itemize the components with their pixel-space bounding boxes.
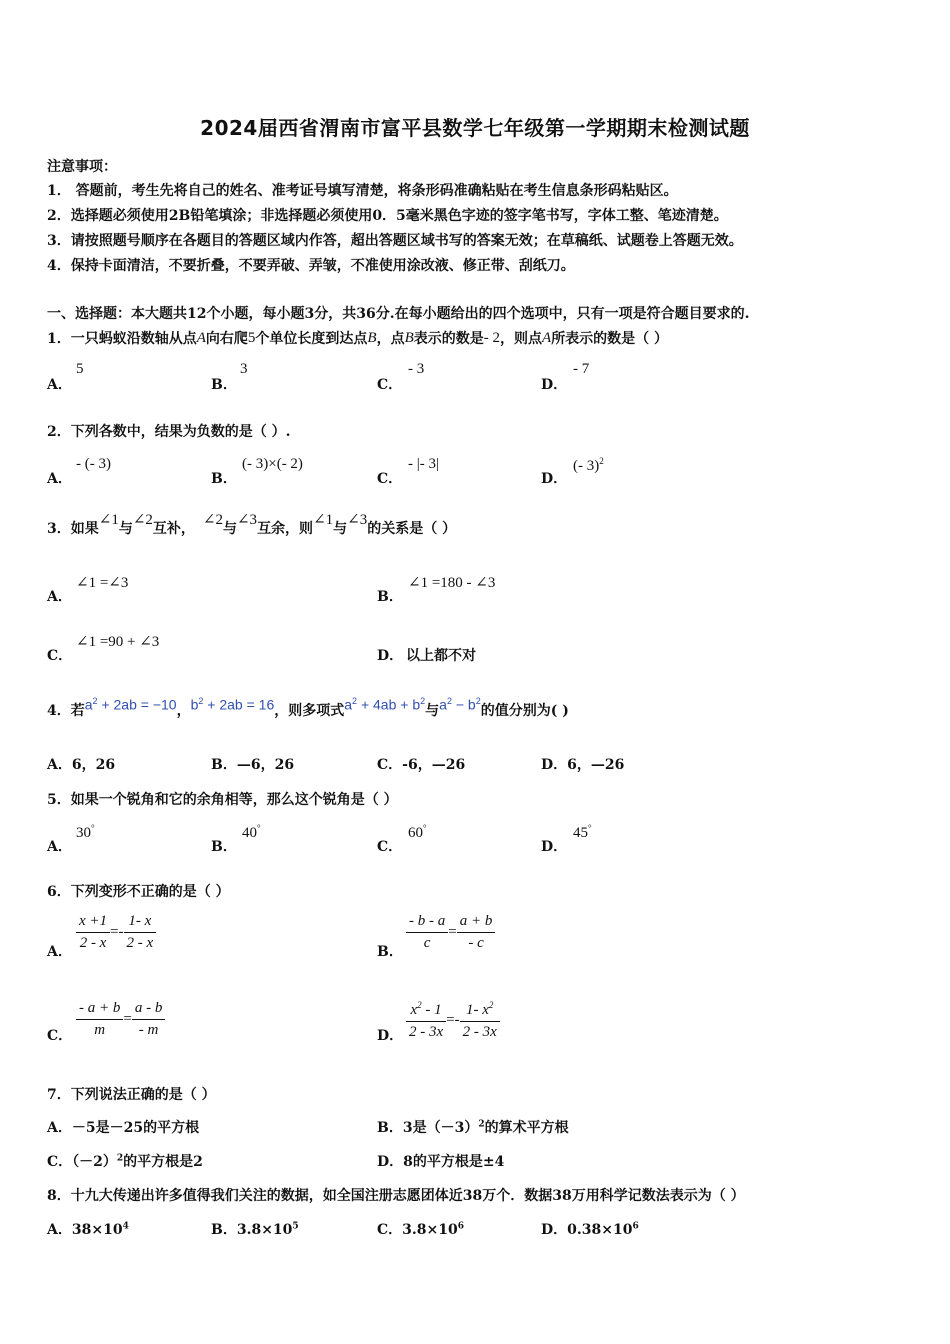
expression: [439, 696, 481, 713]
exponent: 2: [446, 695, 452, 706]
question-8-stem: 8．十九大传递出许多值得我们关注的数据，如全国注册志愿团体近38万个．数据38万用科学记数法表示为（ ）: [47, 1188, 745, 1204]
option-letter: D．: [541, 1222, 568, 1238]
exponent: 2: [478, 1119, 485, 1130]
option-value: [242, 823, 261, 842]
option-label: A．: [47, 839, 72, 855]
stem-text: 与: [118, 521, 133, 537]
denominator: 2 - x: [79, 935, 107, 951]
notice-heading: 注意事项：: [47, 159, 117, 175]
equals-sign: =-: [446, 1012, 460, 1028]
exponent: 2: [352, 695, 358, 706]
option-label: B．: [377, 589, 403, 605]
option-label: [541, 754, 624, 774]
option-value: 6，—26: [567, 757, 625, 773]
equals-sign: =-: [110, 924, 124, 940]
option-label: A．: [47, 377, 72, 393]
option-label: B．: [377, 944, 403, 960]
stem-text: 所表示的数是（ ）: [551, 331, 669, 347]
numerator: 1- x: [124, 913, 157, 933]
option-label: B．: [211, 377, 237, 393]
option-value: －5是－25的平方根: [71, 1120, 200, 1136]
option-value: (- 3)×(- 2): [242, 456, 303, 472]
option-value: -6，—26: [402, 757, 466, 773]
option-value: ∠1 =90 + ∠3: [76, 634, 160, 650]
option-label: C．: [377, 839, 403, 855]
exponent: 2: [475, 695, 481, 706]
stem-text: 1．一只蚂蚁沿数轴从点: [47, 331, 197, 347]
denominator: - c: [468, 935, 484, 951]
option-label: [377, 1219, 464, 1239]
angle: ∠2: [202, 511, 223, 528]
option-value: - |- 3|: [408, 456, 439, 472]
stem-text: 表示的数是: [413, 331, 484, 347]
degree-sign: °: [257, 823, 261, 833]
question-4-stem: [47, 695, 569, 720]
question-7-stem: 7．下列说法正确的是（ ）: [47, 1087, 216, 1103]
option-letter: C．: [377, 1222, 403, 1238]
option-label: D．: [541, 471, 568, 487]
option-label: C．: [377, 471, 403, 487]
option-label: A．: [47, 471, 72, 487]
degree-sign: °: [91, 823, 95, 833]
expr-part: b: [190, 696, 199, 713]
point-b: B: [404, 329, 414, 346]
fraction: [132, 1000, 166, 1039]
exponent: 5: [292, 1221, 299, 1232]
fraction: [406, 1000, 446, 1041]
option-letter: D．: [377, 1154, 404, 1170]
stem-text: 的关系是（ ）: [367, 521, 457, 537]
exponent: 2: [420, 695, 426, 706]
option-letter: B．: [377, 1120, 403, 1136]
option-c-expression: [76, 1000, 165, 1039]
degree-sign: °: [423, 823, 427, 833]
denominator: - m: [138, 1022, 159, 1038]
option-label: D．: [377, 1028, 404, 1044]
degree-value: 60: [408, 825, 423, 841]
option-label: C．: [377, 377, 403, 393]
stem-text: ，: [176, 703, 191, 719]
option-letter: A．: [47, 757, 72, 773]
term: x: [410, 1002, 418, 1018]
exponent: 6: [457, 1221, 464, 1232]
option-letter: C．: [47, 1154, 73, 1170]
option-value: 0.38×10: [567, 1222, 633, 1238]
fraction: [406, 913, 448, 952]
option-label: [47, 1151, 203, 1171]
question-3-stem: [47, 511, 457, 538]
angle: ∠1: [98, 511, 119, 528]
expression: [344, 696, 425, 713]
fraction: [124, 913, 157, 952]
page-title: 2024届西省渭南市富平县数学七年级第一学期期末检测试题: [200, 116, 750, 140]
option-label: B．: [211, 839, 237, 855]
option-value: 3.8×10: [402, 1222, 458, 1238]
exponent: 2: [92, 695, 98, 706]
option-label: [377, 1117, 569, 1137]
option-value: 以上都不对: [406, 648, 476, 664]
option-value: ∠1 =180 - ∠3: [408, 575, 496, 591]
option-b-expression: [406, 913, 495, 952]
denominator: c: [423, 935, 431, 951]
option-letter: A．: [47, 1222, 72, 1238]
fraction: [457, 913, 496, 952]
expr-part: + 2ab = 16: [203, 696, 275, 713]
notice-item: 3．请按照题号顺序在各题目的答题区域内作答，超出答题区域书写的答案无效；在草稿纸、试题卷上答题无效。: [47, 233, 743, 249]
stem-text: 个单位长度到达点: [255, 331, 368, 347]
exponent: 2: [417, 1000, 422, 1010]
term: - 1: [421, 1002, 442, 1018]
exponent: 2: [488, 1000, 494, 1010]
expression: [191, 696, 275, 713]
question-1-stem: [47, 328, 668, 348]
numerator: - b - a: [406, 913, 448, 933]
question-2-stem: 2．下列各数中，结果为负数的是（ ）.: [47, 424, 291, 440]
expr-part: a: [344, 696, 353, 713]
option-value: 5: [76, 361, 84, 377]
option-label: [47, 1219, 129, 1239]
option-value: [573, 456, 604, 475]
notice-item: 2．选择题必须使用2B铅笔填涂；非选择题必须使用0．5毫米黑色字迹的签字笔书写，字体工整、笔迹清楚。: [47, 208, 728, 224]
stem-text: 互补，: [152, 521, 195, 537]
exponent: 2: [116, 1153, 124, 1164]
fraction: [76, 1000, 123, 1039]
option-value: 3: [240, 361, 248, 377]
option-label: [211, 1219, 299, 1239]
option-label: D．: [541, 377, 568, 393]
denominator: 2 - 3x: [462, 1024, 497, 1040]
numerator: x +1: [76, 913, 110, 933]
option-label: B．: [211, 471, 237, 487]
stem-text: ，点: [376, 331, 405, 347]
denominator: 2 - 3x: [409, 1024, 444, 1040]
exponent: 2: [599, 456, 604, 466]
denominator: 2 - x: [126, 935, 154, 951]
option-label: [47, 1117, 199, 1137]
denominator: m: [94, 1022, 106, 1038]
expression: [85, 696, 177, 713]
option-label: D．: [541, 839, 568, 855]
degree-sign: °: [588, 823, 592, 833]
degree-value: 45: [573, 825, 588, 841]
option-label: [377, 1151, 504, 1171]
stem-text: 向右爬: [205, 331, 248, 347]
numerator: a + b: [457, 913, 496, 933]
numerator: [406, 1000, 446, 1022]
notice-item: 1． 答题前，考生先将自己的姓名、准考证号填写清楚，将条形码准确粘贴在考生信息条形码粘贴区。: [47, 183, 678, 199]
fraction: [76, 913, 110, 952]
number: 5: [247, 329, 256, 346]
option-value: - 7: [573, 361, 590, 377]
stem-text: 与: [222, 521, 237, 537]
option-value: —6，26: [236, 757, 295, 773]
option-value: 8的平方根是±4: [403, 1154, 505, 1170]
point-a: A: [542, 329, 552, 346]
expr-part: + 2ab = −10: [97, 696, 177, 713]
notice-item: 4．保持卡面清洁，不要折叠，不要弄破、弄皱，不准使用涂改液、修正带、刮纸刀。: [47, 258, 575, 274]
equals-sign: =: [448, 924, 457, 940]
point-b: B: [367, 329, 377, 346]
stem-text: 与: [333, 521, 348, 537]
degree-value: 40: [242, 825, 257, 841]
option-value: 3.8×10: [236, 1222, 293, 1238]
expr-part: + 4ab + b: [357, 696, 421, 713]
option-label: [377, 754, 465, 774]
option-label: [541, 1219, 639, 1239]
option-label: C．: [47, 1028, 73, 1044]
option-value: 38×10: [71, 1222, 123, 1238]
option-value: [573, 823, 592, 842]
angle: ∠2: [132, 511, 153, 528]
numerator: - a + b: [76, 1000, 123, 1020]
expr-part: a: [84, 696, 93, 713]
exponent: 4: [122, 1221, 129, 1232]
option-value: 的平方根是2: [123, 1154, 203, 1170]
option-value: - (- 3): [76, 456, 111, 472]
question-6-stem: 6．下列变形不正确的是（ ）: [47, 884, 230, 900]
numerator: a - b: [132, 1000, 166, 1020]
option-label: A．: [47, 589, 72, 605]
option-letter: D．: [541, 757, 568, 773]
option-value: - 3: [408, 361, 425, 377]
term: 1- x: [466, 1002, 489, 1018]
option-value-base: (- 3): [573, 458, 600, 474]
stem-text: 的值分别为( ): [480, 703, 569, 719]
angle: ∠3: [236, 511, 258, 528]
option-label: [47, 754, 115, 774]
option-letter: C．: [377, 757, 403, 773]
option-label: [211, 754, 294, 774]
number: - 2: [483, 329, 501, 346]
expr-part: − b: [451, 696, 476, 713]
option-letter: B．: [211, 1222, 237, 1238]
option-label: C．: [47, 648, 73, 664]
option-value: 3是（－3）: [402, 1120, 479, 1136]
option-a-expression: [76, 913, 156, 952]
option-value: ∠1 =∠3: [76, 575, 129, 591]
angle: ∠1: [313, 511, 334, 528]
option-letter: B．: [211, 757, 237, 773]
fraction: [460, 1000, 500, 1041]
stem-text: 与: [425, 703, 440, 719]
question-5-stem: 5．如果一个锐角和它的余角相等，那么这个锐角是（ ）: [47, 792, 398, 808]
option-label: A．: [47, 944, 72, 960]
stem-text: 互余，则: [257, 521, 314, 537]
option-d-expression: [406, 1000, 500, 1041]
expr-part: a: [439, 696, 447, 713]
exponent: 6: [632, 1221, 639, 1232]
stem-text: 3．如果: [47, 521, 99, 537]
equals-sign: =: [123, 1011, 132, 1027]
option-value: （－2）: [72, 1154, 117, 1170]
exponent: 2: [198, 695, 204, 706]
section-heading: 一、选择题：本大题共12个小题，每小题3分，共36分.在每小题给出的四个选项中，只有一项是符合题目要求的.: [47, 306, 750, 322]
option-letter: A．: [47, 1120, 72, 1136]
option-value: 的算术平方根: [484, 1120, 569, 1136]
angle: ∠3: [347, 511, 368, 528]
option-value: 6，26: [71, 757, 116, 773]
stem-text: ，则点: [500, 331, 543, 347]
option-value: [408, 823, 427, 842]
numerator: [460, 1000, 500, 1022]
option-label: D．: [377, 648, 404, 664]
stem-text: ，则多项式: [274, 703, 345, 719]
stem-text: 4．若: [47, 703, 85, 719]
option-value: [76, 823, 95, 842]
point-a: A: [196, 329, 206, 346]
degree-value: 30: [76, 825, 91, 841]
